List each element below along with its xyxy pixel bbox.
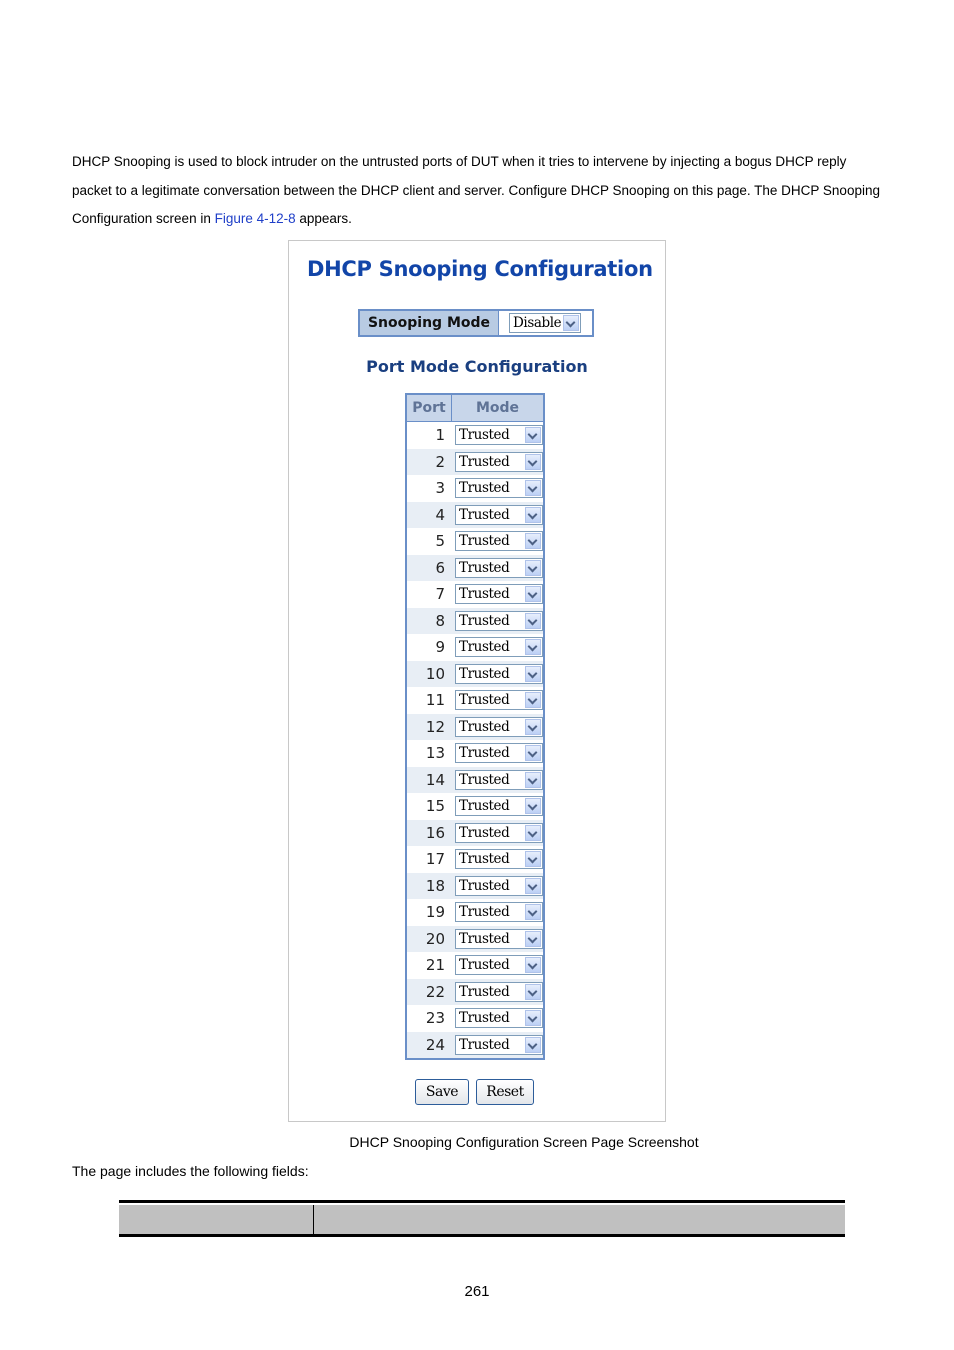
port-mode-value: Trusted — [459, 957, 510, 974]
chevron-down-icon[interactable] — [525, 851, 541, 867]
chevron-down-icon[interactable] — [525, 957, 541, 973]
port-number: 11 — [425, 691, 445, 710]
chevron-down-icon[interactable] — [525, 692, 541, 708]
port-mode-select[interactable] — [455, 982, 543, 1002]
port-mode-value: Trusted — [459, 745, 510, 762]
intro-text-end: appears. — [295, 211, 352, 226]
port-number: 12 — [425, 717, 445, 736]
port-mode-value: Trusted — [459, 506, 510, 523]
port-mode-select[interactable] — [455, 743, 543, 763]
port-mode-select[interactable] — [455, 558, 543, 578]
port-mode-select[interactable] — [455, 796, 543, 816]
chevron-down-icon[interactable] — [525, 586, 541, 602]
port-number: 16 — [425, 823, 445, 842]
chevron-down-icon[interactable] — [525, 825, 541, 841]
port-number: 3 — [435, 479, 445, 498]
port-mode-value: Trusted — [459, 930, 510, 947]
chevron-down-icon[interactable] — [563, 315, 579, 331]
port-number: 13 — [425, 744, 445, 763]
snooping-mode-label: Snooping Mode — [360, 311, 499, 335]
table-row — [407, 608, 543, 635]
table-row — [407, 979, 543, 1006]
table-row — [407, 1005, 543, 1032]
port-mode-select[interactable] — [455, 876, 543, 896]
table-row — [407, 661, 543, 688]
port-mode-value: Trusted — [459, 851, 510, 868]
port-mode-value: Trusted — [459, 798, 510, 815]
port-number: 6 — [435, 558, 445, 577]
port-mode-value: Trusted — [459, 586, 510, 603]
mode-header: Mode — [475, 400, 520, 416]
port-mode-select[interactable] — [455, 849, 543, 869]
port-mode-value: Trusted — [459, 718, 510, 735]
port-mode-value: Trusted — [459, 983, 510, 1000]
port-mode-select[interactable] — [455, 452, 543, 472]
table-row — [407, 952, 543, 979]
port-number: 5 — [435, 532, 445, 551]
table-row — [407, 846, 543, 873]
chevron-down-icon[interactable] — [525, 454, 541, 470]
port-number: 1 — [435, 426, 445, 445]
port-number: 23 — [425, 1009, 445, 1028]
table-row — [407, 555, 543, 582]
table-row — [407, 502, 543, 529]
table-row — [407, 714, 543, 741]
save-button[interactable]: Save — [415, 1079, 469, 1105]
port-mode-table — [405, 393, 545, 1060]
port-mode-select[interactable] — [455, 584, 543, 604]
table-row — [407, 899, 543, 926]
port-mode-select[interactable] — [455, 637, 543, 657]
chevron-down-icon[interactable] — [525, 1010, 541, 1026]
port-mode-select[interactable] — [455, 929, 543, 949]
chevron-down-icon[interactable] — [525, 984, 541, 1000]
table-row — [407, 793, 543, 820]
snooping-mode-select[interactable] — [509, 313, 581, 333]
table-row — [407, 422, 543, 449]
port-mode-value: Trusted — [459, 824, 510, 841]
port-number: 22 — [425, 982, 445, 1001]
chevron-down-icon[interactable] — [525, 613, 541, 629]
chevron-down-icon[interactable] — [525, 480, 541, 496]
port-number: 10 — [425, 664, 445, 683]
figure-link[interactable]: Figure 4-12-8 — [214, 211, 296, 226]
form-buttons — [415, 1079, 534, 1105]
chevron-down-icon[interactable] — [525, 533, 541, 549]
fields-table-header-description — [314, 1205, 845, 1234]
figure-caption: DHCP Snooping Configuration Screen Page Screenshot — [349, 1134, 699, 1150]
port-mode-value: Trusted — [459, 1036, 510, 1053]
chevron-down-icon[interactable] — [525, 904, 541, 920]
port-mode-select[interactable] — [455, 425, 543, 445]
port-mode-select[interactable] — [455, 1008, 543, 1028]
port-mode-value: Trusted — [459, 559, 510, 576]
table-row — [407, 1032, 543, 1059]
port-mode-value: Trusted — [459, 904, 510, 921]
table-row — [407, 528, 543, 555]
table-row — [407, 687, 543, 714]
chevron-down-icon[interactable] — [525, 639, 541, 655]
port-mode-title: Port Mode Configuration — [366, 357, 588, 376]
intro-paragraph — [72, 148, 882, 234]
intro-text: DHCP Snooping is used to block intruder on the untrusted ports of DUT when it tries to intervene by injecting a bogus DHCP reply packet to a legitimate conversation between the DHCP client and server. Configure DHCP Snooping on this page. The DHCP Snooping Configuration screen in — [72, 154, 880, 226]
chevron-down-icon[interactable] — [525, 560, 541, 576]
port-header: Port — [407, 395, 452, 421]
snooping-mode-box — [358, 309, 594, 337]
table-header — [407, 395, 543, 422]
port-number: 17 — [425, 850, 445, 869]
port-mode-value: Trusted — [459, 453, 510, 470]
port-number: 7 — [435, 585, 445, 604]
port-mode-select[interactable] — [455, 955, 543, 975]
table-row — [407, 740, 543, 767]
port-mode-select[interactable] — [455, 478, 543, 498]
page-number: 261 — [464, 1283, 490, 1300]
chevron-down-icon[interactable] — [525, 507, 541, 523]
port-number: 2 — [435, 452, 445, 471]
chevron-down-icon[interactable] — [525, 719, 541, 735]
port-mode-select[interactable] — [455, 505, 543, 525]
chevron-down-icon[interactable] — [525, 1037, 541, 1053]
fields-table — [119, 1200, 845, 1237]
port-number: 19 — [425, 903, 445, 922]
port-mode-value: Trusted — [459, 480, 510, 497]
table-row — [407, 449, 543, 476]
table-body — [407, 422, 543, 1058]
port-number: 21 — [425, 956, 445, 975]
port-mode-select[interactable] — [455, 823, 543, 843]
port-mode-value: Trusted — [459, 771, 510, 788]
page-title: DHCP Snooping Configuration — [307, 257, 653, 281]
port-number: 4 — [435, 505, 445, 524]
chevron-down-icon[interactable] — [525, 931, 541, 947]
table-row — [407, 873, 543, 900]
port-mode-select[interactable] — [455, 770, 543, 790]
fields-table-header-object — [119, 1205, 314, 1234]
port-mode-select[interactable] — [455, 902, 543, 922]
port-mode-select[interactable] — [455, 664, 543, 684]
table-row — [407, 581, 543, 608]
port-mode-value: Trusted — [459, 427, 510, 444]
port-mode-value: Trusted — [459, 612, 510, 629]
port-mode-select[interactable] — [455, 531, 543, 551]
chevron-down-icon[interactable] — [525, 798, 541, 814]
port-mode-value: Trusted — [459, 533, 510, 550]
chevron-down-icon[interactable] — [525, 427, 541, 443]
chevron-down-icon[interactable] — [525, 745, 541, 761]
port-number: 14 — [425, 770, 445, 789]
table-row — [407, 926, 543, 953]
table-row — [407, 767, 543, 794]
port-number: 24 — [425, 1035, 445, 1054]
port-number: 18 — [425, 876, 445, 895]
port-mode-value: Trusted — [459, 665, 510, 682]
chevron-down-icon[interactable] — [525, 666, 541, 682]
table-row — [407, 475, 543, 502]
port-mode-select[interactable] — [455, 1035, 543, 1055]
port-mode-select[interactable] — [455, 611, 543, 631]
port-mode-value: Trusted — [459, 639, 510, 656]
chevron-down-icon[interactable] — [525, 878, 541, 894]
snooping-mode-value: Disable — [513, 315, 562, 331]
port-mode-select[interactable] — [455, 690, 543, 710]
table-row — [407, 634, 543, 661]
port-number: 9 — [435, 638, 445, 657]
port-mode-value: Trusted — [459, 1010, 510, 1027]
port-mode-value: Trusted — [459, 877, 510, 894]
port-number: 8 — [435, 611, 445, 630]
port-mode-value: Trusted — [459, 692, 510, 709]
fields-intro: The page includes the following fields: — [72, 1163, 309, 1179]
chevron-down-icon[interactable] — [525, 772, 541, 788]
table-row — [407, 820, 543, 847]
port-number: 20 — [425, 929, 445, 948]
port-number: 15 — [425, 797, 445, 816]
reset-button[interactable]: Reset — [476, 1079, 534, 1105]
config-screenshot — [288, 240, 666, 1122]
port-mode-select[interactable] — [455, 717, 543, 737]
